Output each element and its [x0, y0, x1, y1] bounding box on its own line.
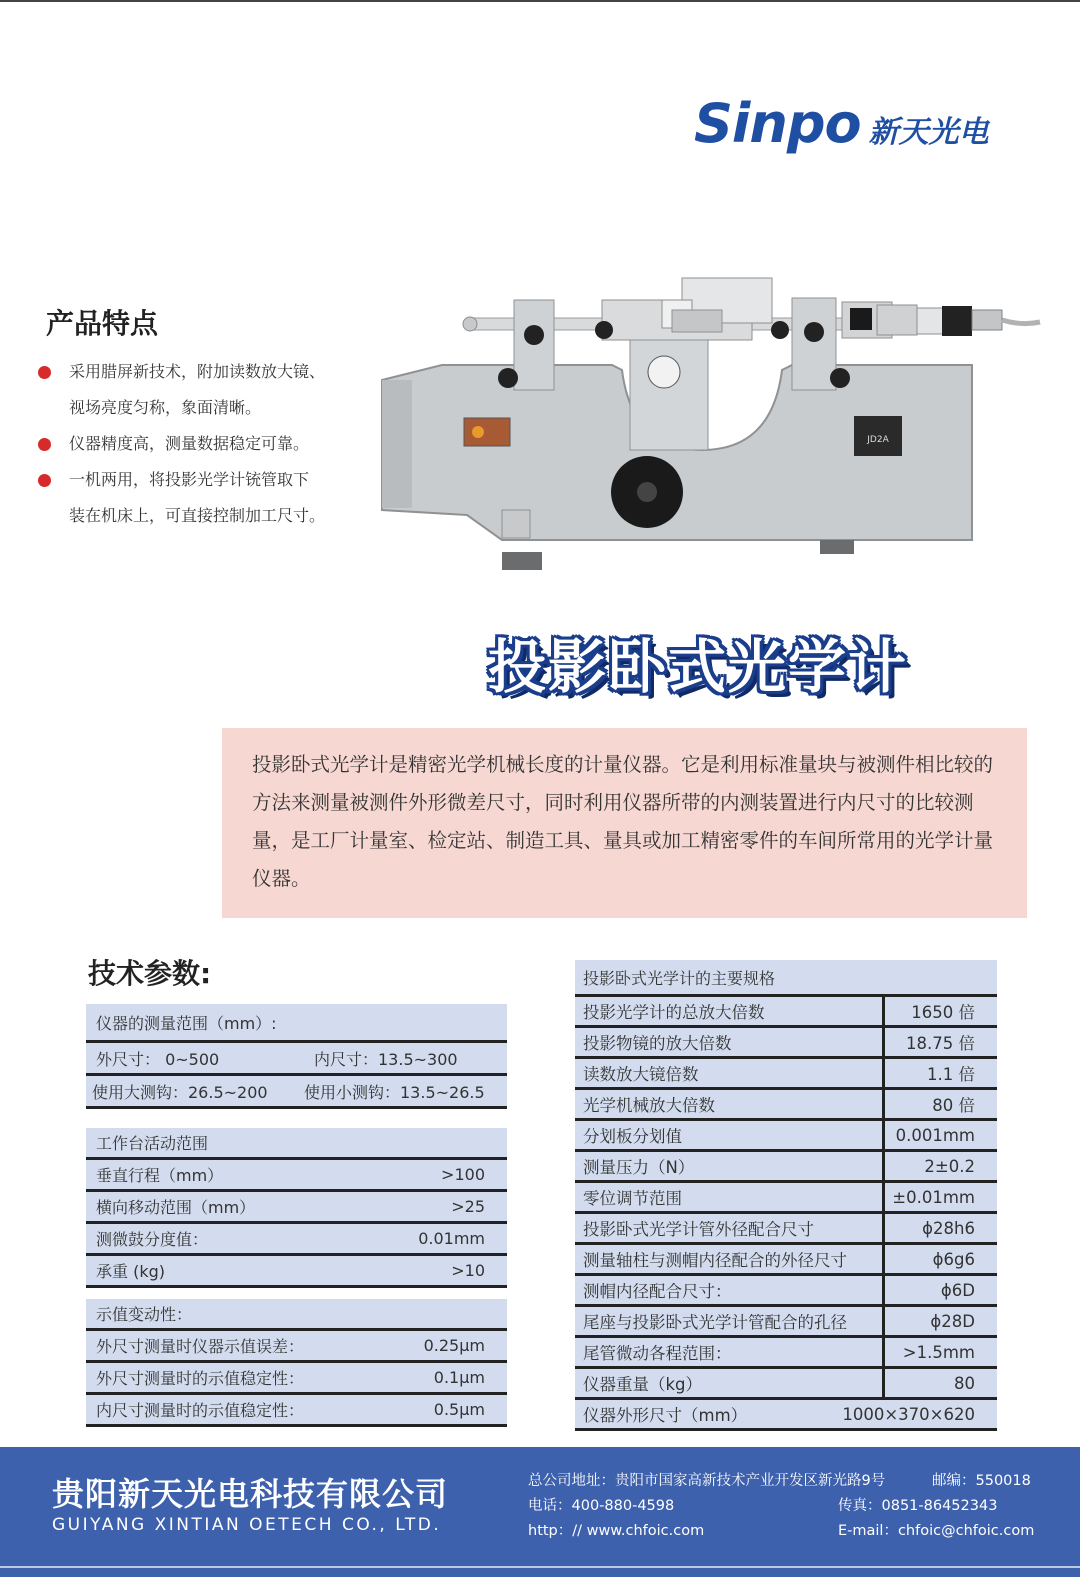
spec-row	[575, 1152, 997, 1183]
spec-row	[575, 1028, 997, 1059]
table-row	[86, 1395, 507, 1427]
bullet-icon	[38, 438, 51, 451]
spec-row	[575, 1338, 997, 1369]
spec-value: 1650 倍	[911, 1003, 975, 1022]
feature-text: 一机两用，将投影光学计铳管取下 装在机床上，可直接控制加工尺寸。	[69, 470, 326, 525]
spec-row	[575, 1369, 997, 1400]
postcode: 邮编：550018	[932, 1473, 1031, 1489]
spec-row	[575, 1245, 997, 1276]
spec-value: ±0.01mm	[892, 1187, 975, 1207]
row-value: 0.01mm	[418, 1229, 485, 1248]
spec-label: 光学机械放大倍数	[575, 1090, 885, 1118]
large-hook-range: 使用大测钩：26.5~200	[92, 1082, 268, 1102]
spec-label: 投影光学计的总放大倍数	[575, 997, 885, 1025]
outer-size-range: 外尺寸： 0~500	[96, 1049, 220, 1069]
spec-label: 投影物镜的放大倍数	[575, 1028, 885, 1056]
feature-item	[38, 462, 378, 534]
tech-params-title: 技术参数:	[88, 957, 212, 990]
row-value: >25	[451, 1197, 485, 1216]
spec-label: 零位调节范围	[575, 1183, 885, 1211]
feature-text: 仪器精度高，测量数据稳定可靠。	[69, 434, 310, 453]
spec-value: 18.75 倍	[906, 1034, 975, 1053]
table-row	[86, 1043, 507, 1076]
footer	[0, 1447, 1080, 1577]
table-row	[86, 1160, 507, 1192]
spec-value: 0.001mm	[895, 1125, 975, 1145]
spec-value: 2±0.2	[924, 1156, 975, 1176]
spec-row	[575, 1090, 997, 1121]
row-value: 0.25μm	[423, 1336, 485, 1355]
row-value: 0.5μm	[433, 1400, 485, 1419]
spec-table	[575, 960, 997, 1431]
spec-value: >1.5mm	[902, 1342, 975, 1362]
spec-label: 仪器外形尺寸（mm）	[583, 1406, 748, 1425]
table-row	[86, 1256, 507, 1288]
row-label: 测微鼓分度值：	[96, 1230, 209, 1249]
row-label: 横向移动范围（mm）	[96, 1198, 256, 1217]
brand-logo	[694, 92, 989, 155]
company-name-cn: 贵阳新天光电科技有限公司	[52, 1475, 449, 1513]
row-label: 内尺寸测量时的示值稳定性：	[96, 1401, 305, 1420]
spec-row	[575, 1183, 997, 1214]
table-row	[86, 1224, 507, 1256]
spec-row	[575, 1214, 997, 1245]
row-label: 承重 (kg)	[96, 1262, 165, 1281]
spec-row	[575, 1121, 997, 1152]
features-title: 产品特点	[46, 307, 159, 340]
row-label: 外尺寸测量时的示值稳定性：	[96, 1369, 305, 1388]
spec-row	[575, 1276, 997, 1307]
bullet-icon	[38, 474, 51, 487]
spec-value: ϕ28D	[930, 1311, 975, 1331]
bullet-icon	[38, 366, 51, 379]
feature-item	[38, 426, 378, 462]
spec-row	[575, 1307, 997, 1338]
row-value: >10	[451, 1261, 485, 1280]
product-photo	[372, 270, 1072, 590]
feature-text: 采用腊屏新技术，附加读数放大镜、 视场亮度匀称，象面清晰。	[69, 362, 326, 417]
company-address: 总公司地址：贵阳市国家高新技术产业开发区新光路9号	[528, 1473, 886, 1489]
top-rule	[0, 0, 1080, 2]
spec-value: ϕ6g6	[932, 1249, 975, 1269]
spec-row	[575, 997, 997, 1028]
spec-table-header: 投影卧式光学计的主要规格	[575, 960, 997, 997]
table-row	[86, 1331, 507, 1363]
spec-label: 尾管微动各程范围：	[575, 1338, 885, 1366]
spec-label: 投影卧式光学计管外径配合尺寸	[575, 1214, 885, 1242]
spec-value: 1000×370×620	[842, 1404, 975, 1424]
description-box	[222, 728, 1027, 918]
company-name-en: GUIYANG XINTIAN OETECH CO., LTD.	[52, 1515, 442, 1535]
phone: 电话：400-880-4598	[528, 1498, 675, 1514]
table-row	[86, 1192, 507, 1224]
spec-label: 测量轴柱与测帽内径配合的外径尺寸	[575, 1245, 885, 1273]
row-label: 外尺寸测量时仪器示值误差：	[96, 1337, 305, 1356]
logo-chinese-name: 新天光电	[868, 115, 989, 150]
product-title: 投影卧式光学计	[488, 633, 909, 701]
table-header-label: 示值变动性：	[96, 1305, 193, 1324]
inner-size-range: 内尺寸：13.5~300	[314, 1049, 458, 1069]
row-value: 0.1μm	[433, 1368, 485, 1387]
spec-value: 80 倍	[932, 1096, 975, 1115]
spec-value: 80	[954, 1373, 975, 1393]
spec-value: 1.1 倍	[927, 1065, 975, 1084]
spec-label: 读数放大镜倍数	[575, 1059, 885, 1087]
table-header	[86, 1004, 507, 1043]
table-row	[86, 1363, 507, 1395]
email-link[interactable]: E-mail：chfoic@chfoic.com	[838, 1523, 1035, 1539]
small-hook-range: 使用小测钩：13.5~26.5	[304, 1082, 485, 1102]
spec-value: ϕ28h6	[922, 1218, 975, 1238]
table-header	[86, 1299, 507, 1331]
description-text: 投影卧式光学计是精密光学机械长度的计量仪器。它是利用标准量块与被测件相比较的方法来测量被测件外形微差尺寸，同时利用仪器所带的内测装置进行内尺寸的比较测量，是工厂计量室、检定站、制造工具、量具或加工精密零件的车间所常用的光学计量仪器。	[252, 753, 994, 890]
table-header-label: 仪器的测量范围（mm）:	[96, 1013, 277, 1033]
table-row	[86, 1076, 507, 1109]
table-header-label: 工作台活动范围	[96, 1134, 209, 1153]
row-value: >100	[441, 1165, 485, 1184]
bottom-rule	[0, 1566, 1080, 1568]
measure-range-table	[86, 1004, 507, 1109]
spec-label: 分划板分划值	[575, 1121, 885, 1149]
variation-table	[86, 1299, 507, 1427]
worktable-range-table	[86, 1128, 507, 1288]
website-link[interactable]: http：// www.chfoic.com	[528, 1523, 705, 1539]
spec-label: 测帽内径配合尺寸：	[575, 1276, 885, 1304]
spec-row	[575, 1400, 997, 1431]
table-header	[86, 1128, 507, 1160]
spec-label: 尾座与投影卧式光学计管配合的孔径	[575, 1307, 885, 1335]
spec-value: ϕ6D	[940, 1280, 975, 1300]
feature-item	[38, 354, 378, 426]
features-list	[38, 354, 378, 534]
spec-label: 仪器重量（kg）	[575, 1369, 885, 1397]
spec-label: 测量压力（N）	[575, 1152, 885, 1180]
logo-word: Sinpo	[694, 92, 861, 155]
nameplate-label: JD2A	[867, 435, 889, 445]
spec-row	[575, 1059, 997, 1090]
fax: 传真：0851-86452343	[838, 1498, 998, 1514]
row-label: 垂直行程（mm）	[96, 1166, 224, 1185]
